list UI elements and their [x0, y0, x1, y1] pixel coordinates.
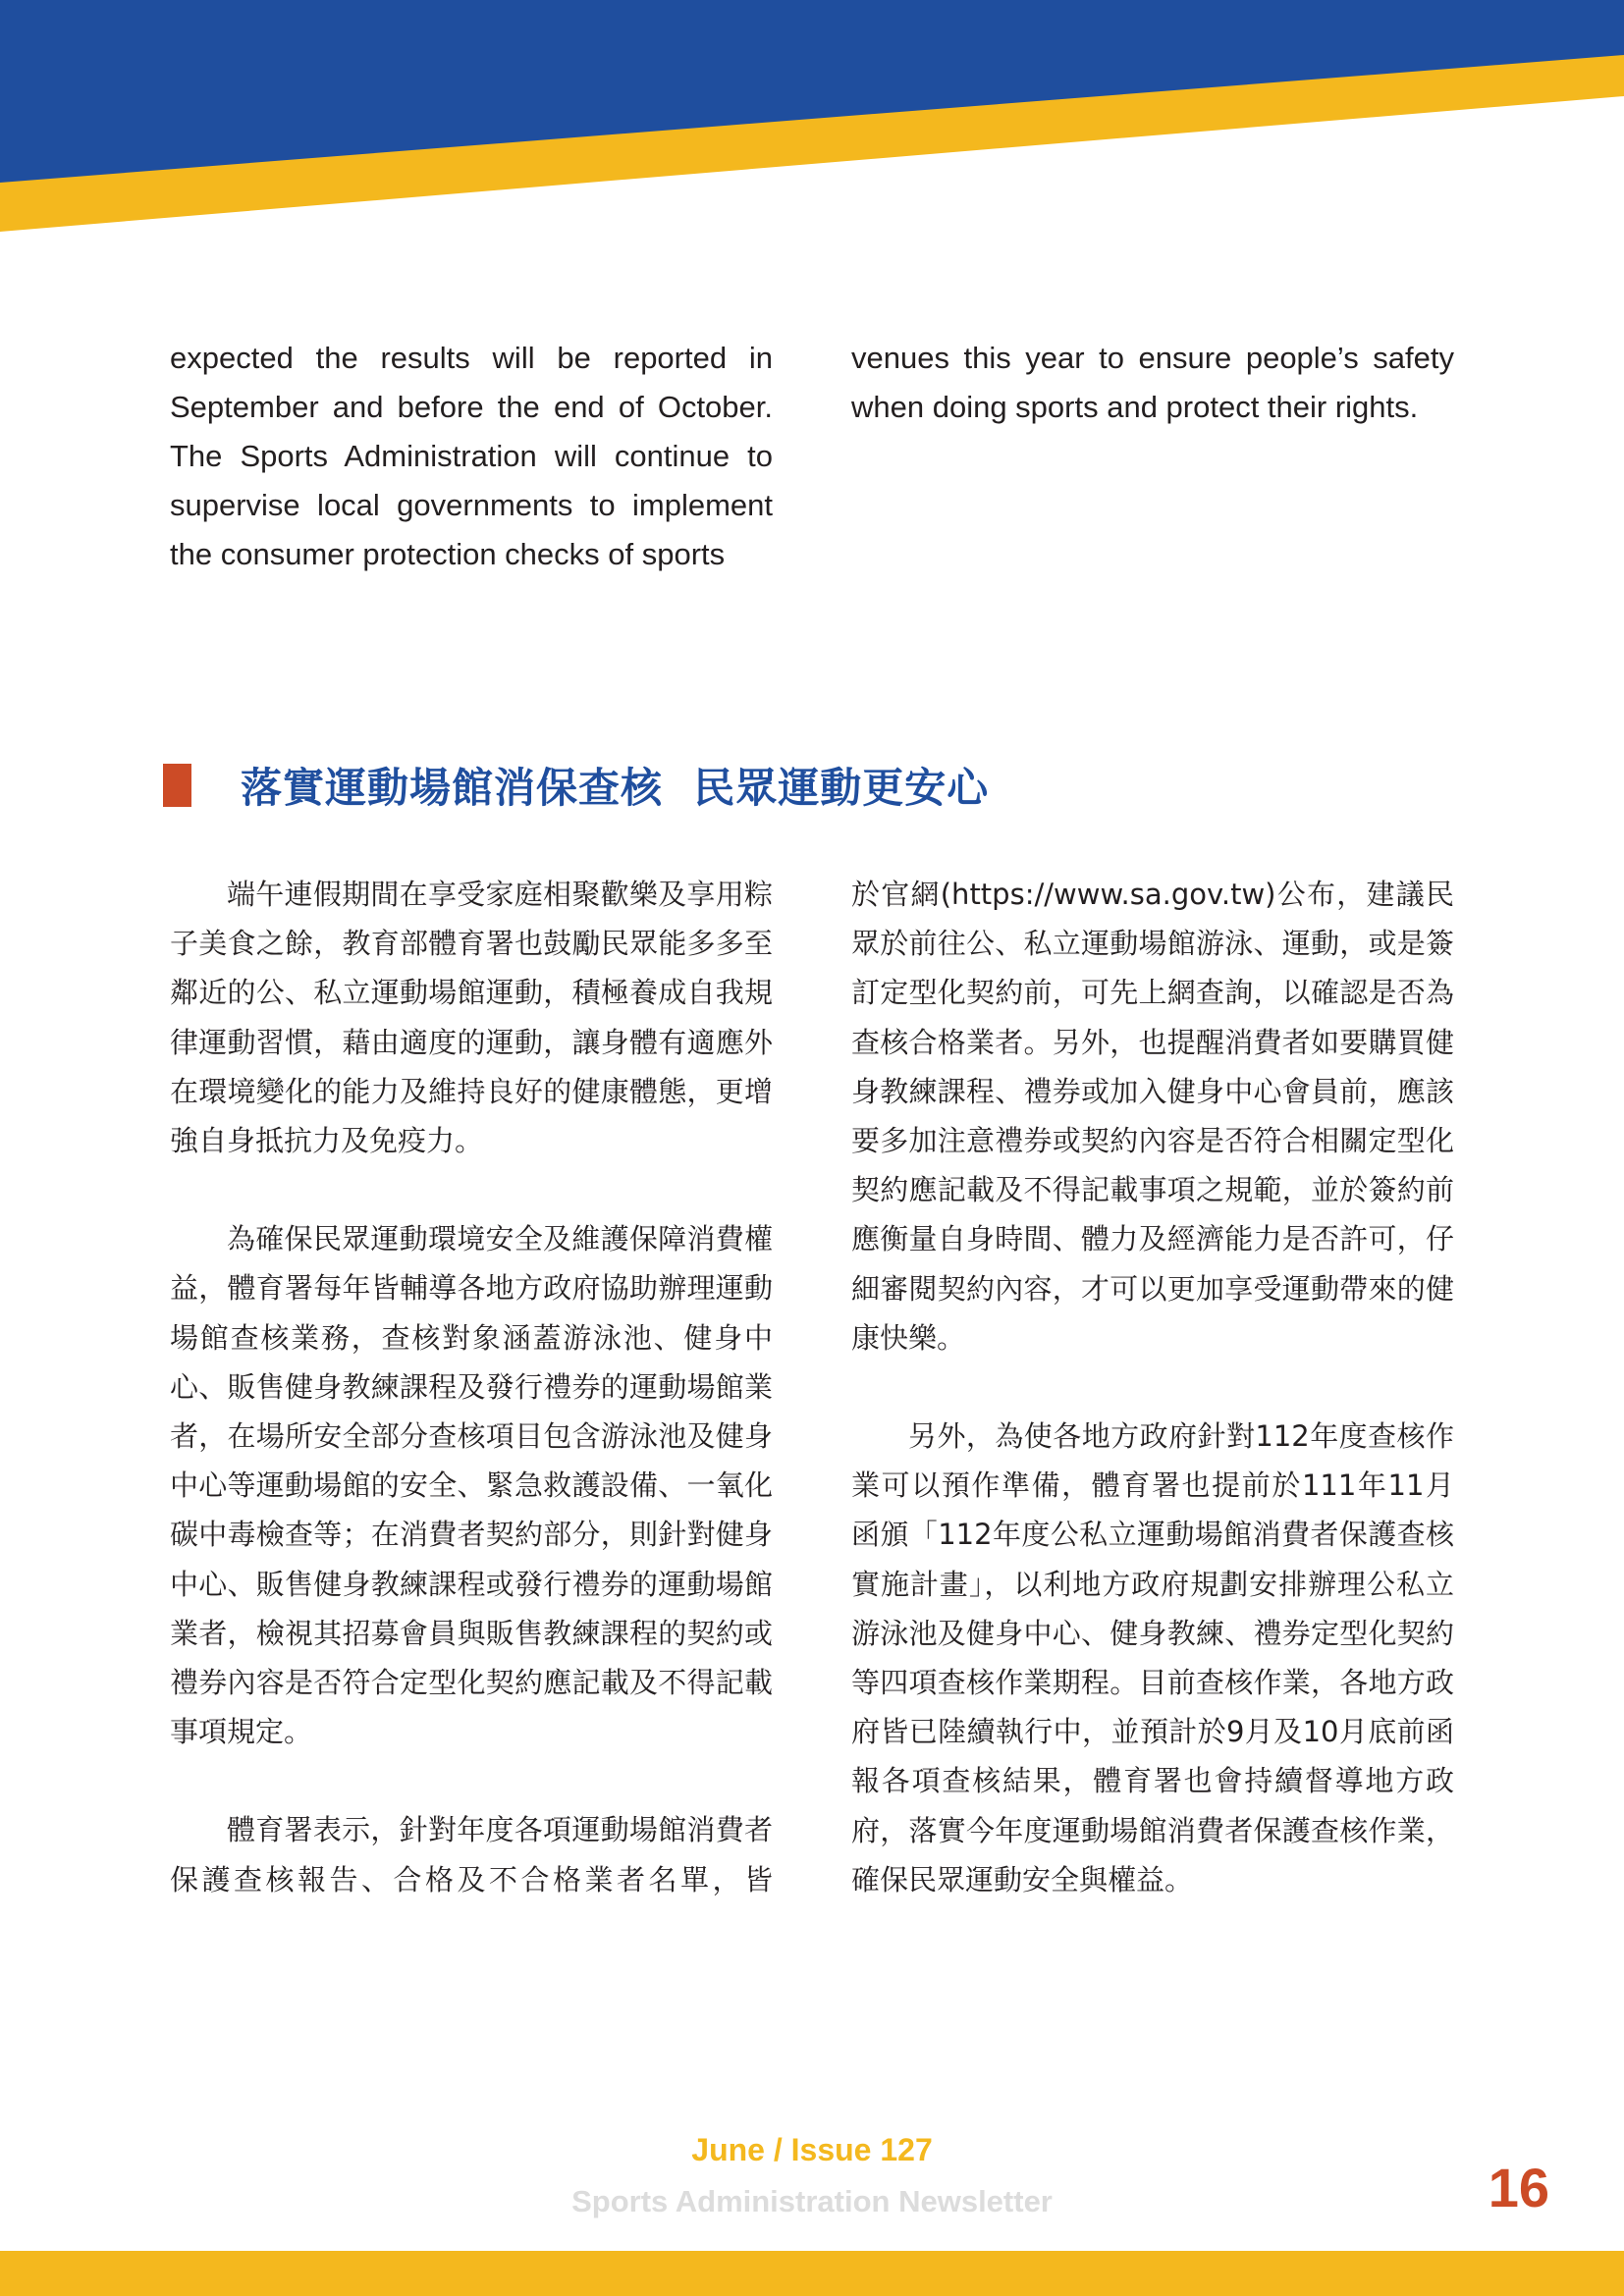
chinese-column-right [851, 870, 1454, 1953]
body-paragraph: 於官網(https://www.sa.gov.tw)公布，建議民眾於前往公、私立運動場館游泳、運動，或是簽訂定型化契約前，可先上網查詢，以確認是否為查核合格業者。另外，也提醒消費者如要購買健身教練課程、禮券或加入健身中心會員前，應該要多加注意禮券或契約內容是否符合相關定型化契約應記載及不得記載事項之規範，並於簽約前應衡量自身時間、體力及經濟能力是否許可，仔細審閱契約內容，才可以更加享受運動帶來的健康快樂。 [851, 878, 1454, 1355]
english-column-left [170, 334, 773, 579]
page-number: 16 [1488, 2157, 1549, 2218]
english-text-right: venues this year to ensure people’s safety when doing sports and protect their rights. [851, 341, 1454, 424]
body-paragraph: 另外，為使各地方政府針對112年度查核作業可以預作準備，體育署也提前於111年11月函頒「112年度公私立運動場館消費者保護查核實施計畫」，以利地方政府規劃安排辦理公私立游泳池及健身中心、健身教練、禮券定型化契約等四項查核作業期程。目前查核作業，各地方政府皆已陸續執行中，並預計於9月及10月底前函報各項查核結果，體育署也會持續督導地方政府，落實今年度運動場館消費者保護查核作業，確保民眾運動安全與權益。 [851, 1419, 1454, 1896]
english-column-right [851, 334, 1454, 432]
footer-publication: Sports Administration Newsletter [571, 2184, 1053, 2218]
footer-yellow-band [0, 2251, 1624, 2296]
section-heading [163, 756, 1439, 815]
footer-issue: June / Issue 127 [691, 2132, 933, 2167]
body-paragraph: 端午連假期間在享受家庭相聚歡樂及享用粽子美食之餘，教育部體育署也鼓勵民眾能多多至鄰近的公、私立運動場館運動，積極養成自我規律運動習慣，藉由適度的運動，讓身體有適應外在環境變化的能力及維持良好的健康體態，更增強自身抵抗力及免疫力。 [170, 878, 773, 1158]
chinese-column-left [170, 870, 773, 1953]
heading-marker [163, 764, 191, 807]
body-paragraph: 體育署表示，針對年度各項運動場館消費者保護查核報告、合格及不合格業者名單，皆 [170, 1813, 773, 1896]
english-text-left: expected the results will be reported in September and before the end of October. The Sports Administration will continue to supervise local governments to implement the consumer protection checks of sports [170, 341, 773, 571]
section-title: 落實運動場館消保查核 民眾運動更安心 [241, 764, 990, 812]
body-paragraph: 為確保民眾運動環境安全及維護保障消費權益，體育署每年皆輔導各地方政府協助辦理運動場館查核業務，查核對象涵蓋游泳池、健身中心、販售健身教練課程及發行禮券的運動場館業者，在場所安全部分查核項目包含游泳池及健身中心等運動場館的安全、緊急救護設備、一氧化碳中毒檢查等；在消費者契約部分，則針對健身中心、販售健身教練課程或發行禮券的運動場館業者，檢視其招募會員與販售教練課程的契約或禮券內容是否符合定型化契約應記載及不得記載事項規定。 [170, 1222, 773, 1749]
header-banner [0, 0, 1624, 236]
